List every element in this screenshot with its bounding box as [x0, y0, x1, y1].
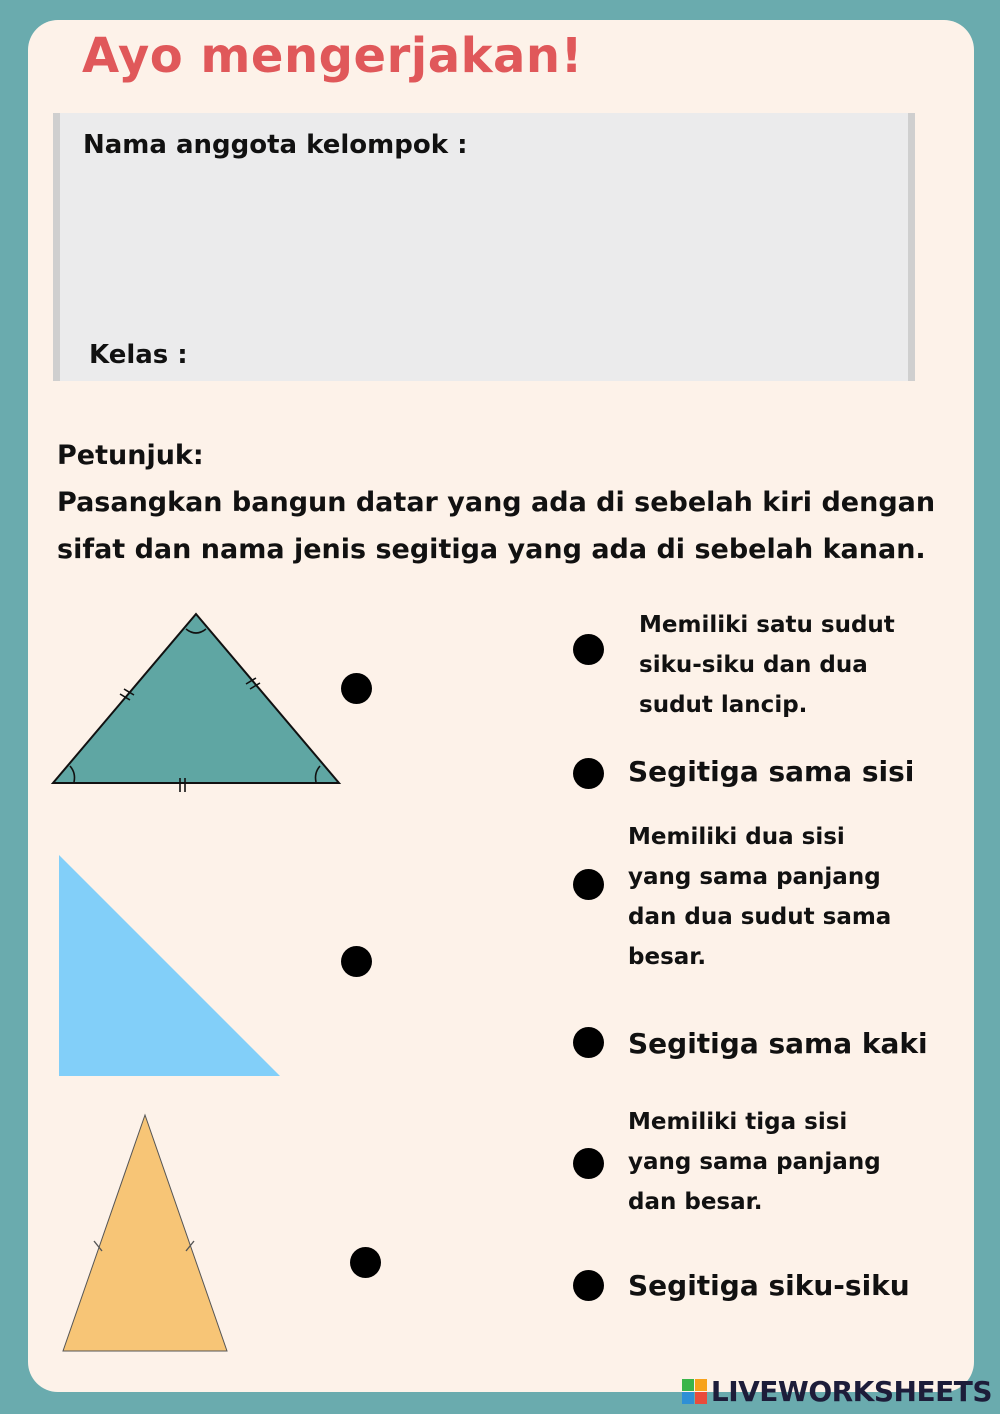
- instructions-heading: Petunjuk:: [57, 440, 204, 471]
- option-3-line-1: Memiliki dua sisi: [628, 824, 845, 850]
- option-6-text: Segitiga siku-siku: [628, 1269, 910, 1302]
- option-1-line-1: Memiliki satu sudut: [639, 612, 895, 638]
- members-label: Nama anggota kelompok :: [83, 130, 468, 160]
- isosceles-triangle-body: [63, 1115, 227, 1351]
- option-5-line-1: Memiliki tiga sisi: [628, 1109, 848, 1135]
- right-triangle-shape: [57, 853, 282, 1078]
- option-3-line-2: yang sama panjang: [628, 864, 881, 890]
- logo-icon: [682, 1379, 707, 1404]
- shape-1-connector-dot[interactable]: [341, 673, 372, 704]
- option-1-line-3: sudut lancip.: [639, 692, 808, 718]
- instructions-line-2: sifat dan nama jenis segitiga yang ada di sebelah kanan.: [57, 534, 926, 565]
- option-3-connector-dot[interactable]: [573, 869, 604, 900]
- class-label: Kelas :: [89, 340, 188, 370]
- isosceles-triangle-shape: [60, 1113, 232, 1355]
- option-3-line-4: besar.: [628, 944, 707, 970]
- option-3-line-3: dan dua sudut sama: [628, 904, 892, 930]
- equilateral-triangle-shape: [50, 610, 345, 795]
- page-title: Ayo mengerjakan!: [82, 28, 583, 84]
- shape-2-connector-dot[interactable]: [341, 946, 372, 977]
- liveworksheets-logo: [682, 1375, 992, 1408]
- option-5-text: [628, 1102, 881, 1222]
- option-1-line-2: siku-siku dan dua: [639, 652, 868, 678]
- option-4-connector-dot[interactable]: [573, 1027, 604, 1058]
- option-5-connector-dot[interactable]: [573, 1148, 604, 1179]
- option-4-text: Segitiga sama kaki: [628, 1027, 928, 1060]
- option-2-text: Segitiga sama sisi: [628, 755, 915, 788]
- right-triangle-body: [59, 855, 280, 1076]
- option-2-connector-dot[interactable]: [573, 758, 604, 789]
- instructions-line-1: Pasangkan bangun datar yang ada di sebelah kiri dengan: [57, 487, 936, 518]
- option-5-line-3: dan besar.: [628, 1189, 763, 1215]
- option-3-text: [628, 817, 891, 977]
- option-6-connector-dot[interactable]: [573, 1270, 604, 1301]
- option-5-line-2: yang sama panjang: [628, 1149, 881, 1175]
- brand-text: LIVEWORKSHEETS: [710, 1375, 992, 1408]
- shape-3-connector-dot[interactable]: [350, 1247, 381, 1278]
- equilateral-triangle-body: [53, 614, 339, 783]
- option-1-connector-dot[interactable]: [573, 634, 604, 665]
- option-1-text: [639, 605, 895, 725]
